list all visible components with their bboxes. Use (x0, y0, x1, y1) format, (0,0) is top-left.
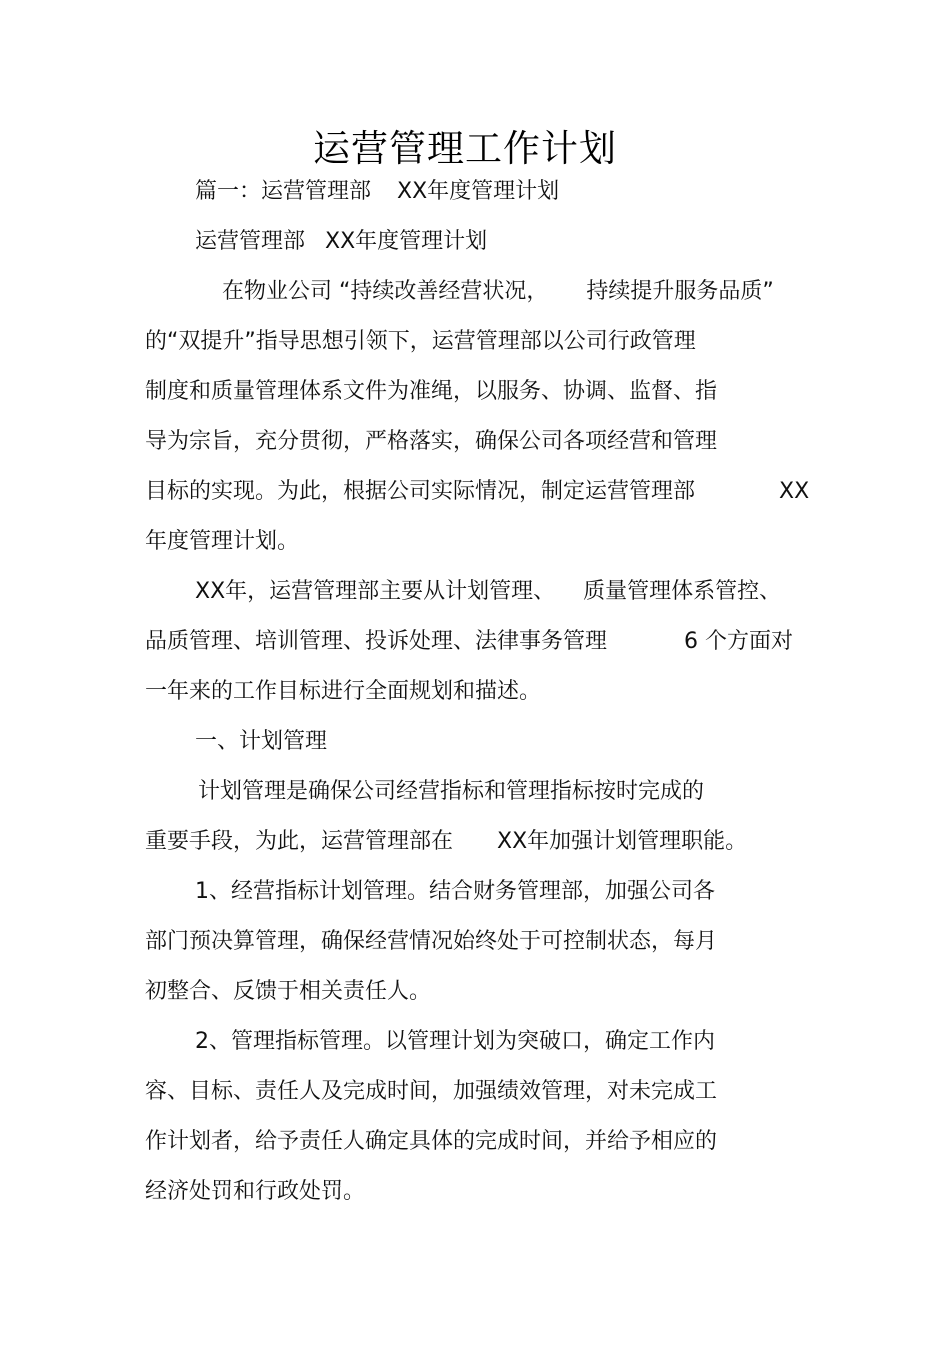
text-part: 重要手段，为此，运营管理部在 (145, 829, 454, 854)
paragraph-line: 制度和质量管理体系文件为准绳，以服务、协调、监督、指 (145, 379, 718, 404)
paragraph-line: 的“双提升”指导思想引领下，运营管理部以公司行政管理 (145, 329, 696, 354)
heading-line (195, 227, 487, 257)
paragraph-line-end: XX (779, 479, 810, 504)
document-title: 运营管理工作计划 (313, 127, 617, 170)
text-part: 持续提升服务品质” (586, 279, 774, 304)
paragraph-line: 部门预决算管理，确保经营情况始终处于可控制状态，每月 (145, 929, 718, 954)
heading-part-1: 运营管理部 (195, 229, 306, 254)
text-part: 在物业公司 “持续改善经营状况， (222, 279, 549, 304)
heading-part-2: XX年度管理计划 (325, 229, 488, 254)
paragraph-line: 经济处罚和行政处罚。 (145, 1179, 366, 1204)
paragraph-line: 容、目标、责任人及完成时间，加强绩效管理，对未完成工 (145, 1079, 718, 1104)
paragraph-line-end: 6 个方面对 (684, 629, 793, 654)
paragraph-line: 1、经营指标计划管理。结合财务管理部，加强公司各 (195, 879, 715, 904)
paragraph-line: 初整合、反馈于相关责任人。 (145, 979, 432, 1004)
paragraph-line: 导为宗旨，充分贯彻，严格落实，确保公司各项经营和管理 (145, 429, 718, 454)
section-heading: 一、计划管理 (195, 729, 328, 754)
paragraph-line (222, 277, 774, 307)
subtitle-line (195, 177, 559, 207)
paragraph-line: 年度管理计划。 (145, 529, 300, 554)
paragraph-line: 2、管理指标管理。以管理计划为突破口，确定工作内 (195, 1029, 715, 1054)
text-part: XX年加强计划管理职能。 (497, 829, 748, 854)
paragraph-line: 作计划者，给予责任人确定具体的完成时间，并给予相应的 (145, 1129, 718, 1154)
paragraph-line: 目标的实现。为此，根据公司实际情况，制定运营管理部 (145, 479, 696, 504)
paragraph-line (145, 827, 747, 857)
paragraph-line: 一年来的工作目标进行全面规划和描述。 (145, 679, 542, 704)
text-part: XX年，运营管理部主要从计划管理、 (195, 579, 556, 604)
text-part: 质量管理体系管控、 (583, 579, 782, 604)
paragraph-line: 计划管理是确保公司经营指标和管理指标按时完成的 (198, 779, 705, 804)
subtitle-part-1: 篇一：运营管理部 (195, 179, 372, 204)
subtitle-part-2: XX年度管理计划 (397, 179, 560, 204)
paragraph-line: 品质管理、培训管理、投诉处理、法律事务管理 (145, 629, 608, 654)
paragraph-line (195, 577, 781, 607)
